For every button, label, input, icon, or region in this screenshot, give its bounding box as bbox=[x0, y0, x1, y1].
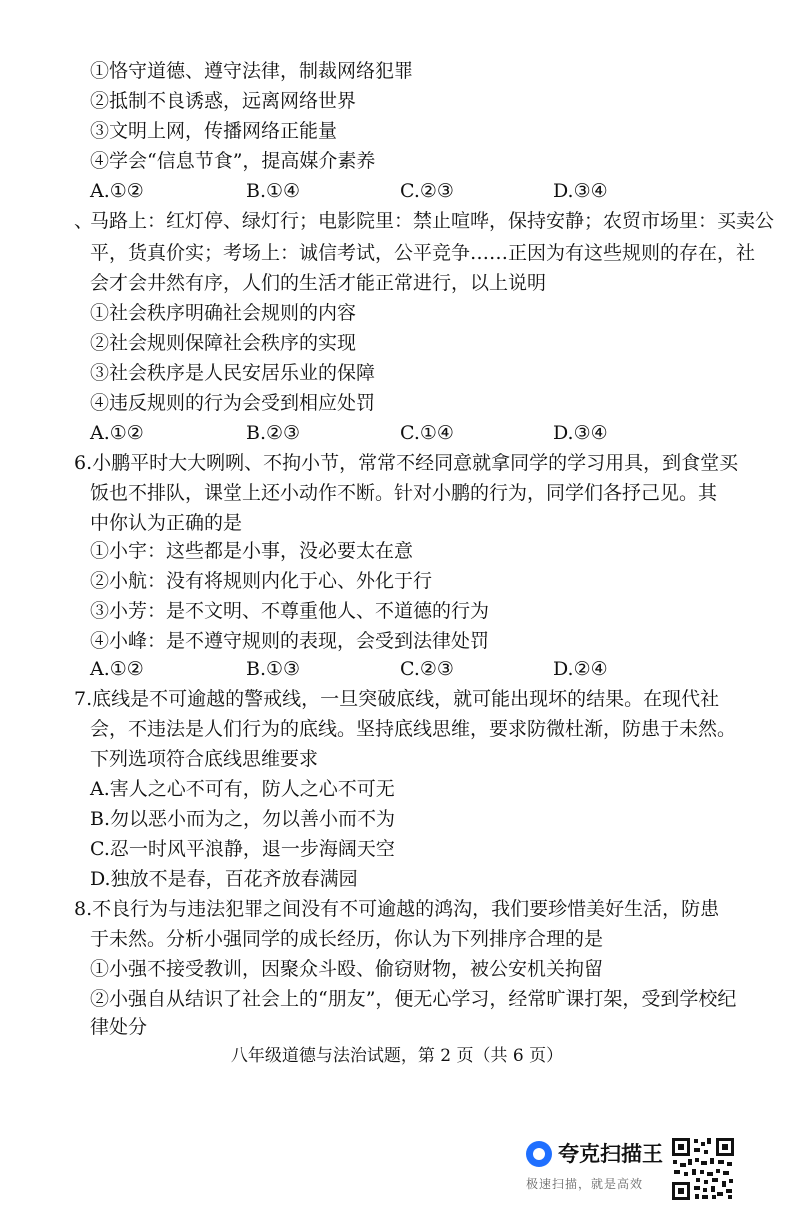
q7-stem-line-3: 下列选项符合底线思维要求 bbox=[90, 748, 319, 770]
q5-stem-line-1: 马路上：红灯停、绿灯行；电影院里：禁止喧哗，保持安静；农贸市场里：买卖公 bbox=[90, 210, 775, 232]
q4-item-2: ②抵制不良诱惑，远离网络世界 bbox=[90, 90, 357, 112]
q4-option-d: D.③④ bbox=[553, 180, 608, 202]
q6-option-c: C.②③ bbox=[400, 658, 454, 680]
q5-stem-line-3: 会才会井然有序，人们的生活才能正常进行，以上说明 bbox=[90, 272, 547, 294]
q6-option-a: A.①② bbox=[90, 658, 144, 680]
q6-item-4: ④小峰：是不遵守规则的表现，会受到法律处罚 bbox=[90, 630, 490, 652]
q7-choice-c: C.忍一时风平浪静，退一步海阔天空 bbox=[90, 838, 395, 860]
q5-option-c: C.①④ bbox=[400, 422, 454, 444]
q7-stem-line-2: 会，不违法是人们行为的底线。坚持底线思维，要求防微杜渐，防患于未然。 bbox=[90, 718, 737, 740]
q5-item-3: ③社会秩序是人民安居乐业的保障 bbox=[90, 362, 376, 384]
q7-choice-d: D.独放不是春，百花齐放春满园 bbox=[90, 868, 358, 890]
q6-item-1: ①小宇：这些都是小事，没必要太在意 bbox=[90, 540, 414, 562]
q6-stem-line-2: 饭也不排队，课堂上还小动作不断。针对小鹏的行为，同学们各抒己见。其 bbox=[90, 482, 718, 504]
q8-item-2: ②小强自从结识了社会上的“朋友”，便无心学习，经常旷课打架，受到学校纪 bbox=[90, 988, 737, 1010]
q5-option-d: D.③④ bbox=[553, 422, 608, 444]
qr-code-icon bbox=[670, 1136, 736, 1202]
q5-item-4: ④违反规则的行为会受到相应处罚 bbox=[90, 392, 376, 414]
q6-item-3: ③小芳：是不文明、不尊重他人、不道德的行为 bbox=[90, 600, 490, 622]
q6-stem-line-3: 中你认为正确的是 bbox=[90, 512, 243, 534]
scanner-watermark bbox=[526, 1140, 666, 1206]
q8-stem-line-2: 于未然。分析小强同学的成长经历，你认为下列排序合理的是 bbox=[90, 928, 604, 950]
q8-item-1: ①小强不接受教训，因聚众斗殴、偷窃财物，被公安机关拘留 bbox=[90, 958, 604, 980]
q8-item-2-continued: 律处分 bbox=[90, 1016, 148, 1038]
q5-item-1: ①社会秩序明确社会规则的内容 bbox=[90, 302, 357, 324]
q4-item-3: ③文明上网，传播网络正能量 bbox=[90, 120, 338, 142]
q8-stem-line-1: 8.不良行为与违法犯罪之间没有不可逾越的鸿沟，我们要珍惜美好生活，防患 bbox=[74, 898, 720, 920]
q7-choice-b: B.勿以恶小而为之，勿以善小而不为 bbox=[90, 808, 396, 830]
q6-item-2: ②小航：没有将规则内化于心、外化于行 bbox=[90, 570, 433, 592]
q7-choice-a: A.害人之心不可有，防人之心不可无 bbox=[90, 778, 395, 800]
q6-option-d: D.②④ bbox=[553, 658, 608, 680]
q4-option-a: A.①② bbox=[90, 180, 144, 202]
q6-stem-line-1: 6.小鹏平时大大咧咧、不拘小节，常常不经同意就拿同学的学习用具，到食堂买 bbox=[74, 452, 739, 474]
scanner-logo-icon bbox=[526, 1141, 552, 1167]
scanner-brand-name: 夸克扫描王 bbox=[558, 1142, 663, 1166]
q5-number-mark: 、 bbox=[74, 210, 94, 232]
q4-option-c: C.②③ bbox=[400, 180, 454, 202]
q5-stem-line-2: 平，货真价实；考场上：诚信考试，公平竞争……正因为有这些规则的存在，社 bbox=[90, 242, 756, 264]
scanner-tagline: 极速扫描，就是高效 bbox=[526, 1177, 644, 1191]
q6-option-b: B.①③ bbox=[246, 658, 301, 680]
q5-item-2: ②社会规则保障社会秩序的实现 bbox=[90, 332, 357, 354]
q4-option-b: B.①④ bbox=[246, 180, 301, 202]
q5-option-a: A.①② bbox=[90, 422, 144, 444]
page-footer: 八年级道德与法治试题，第 2 页（共 6 页） bbox=[230, 1046, 564, 1066]
q5-option-b: B.②③ bbox=[246, 422, 301, 444]
q7-stem-line-1: 7.底线是不可逾越的警戒线，一旦突破底线，就可能出现坏的结果。在现代社 bbox=[74, 688, 720, 710]
q4-item-4: ④学会“信息节食”，提高媒介素养 bbox=[90, 150, 376, 172]
q4-item-1: ①恪守道德、遵守法律，制裁网络犯罪 bbox=[90, 60, 414, 82]
